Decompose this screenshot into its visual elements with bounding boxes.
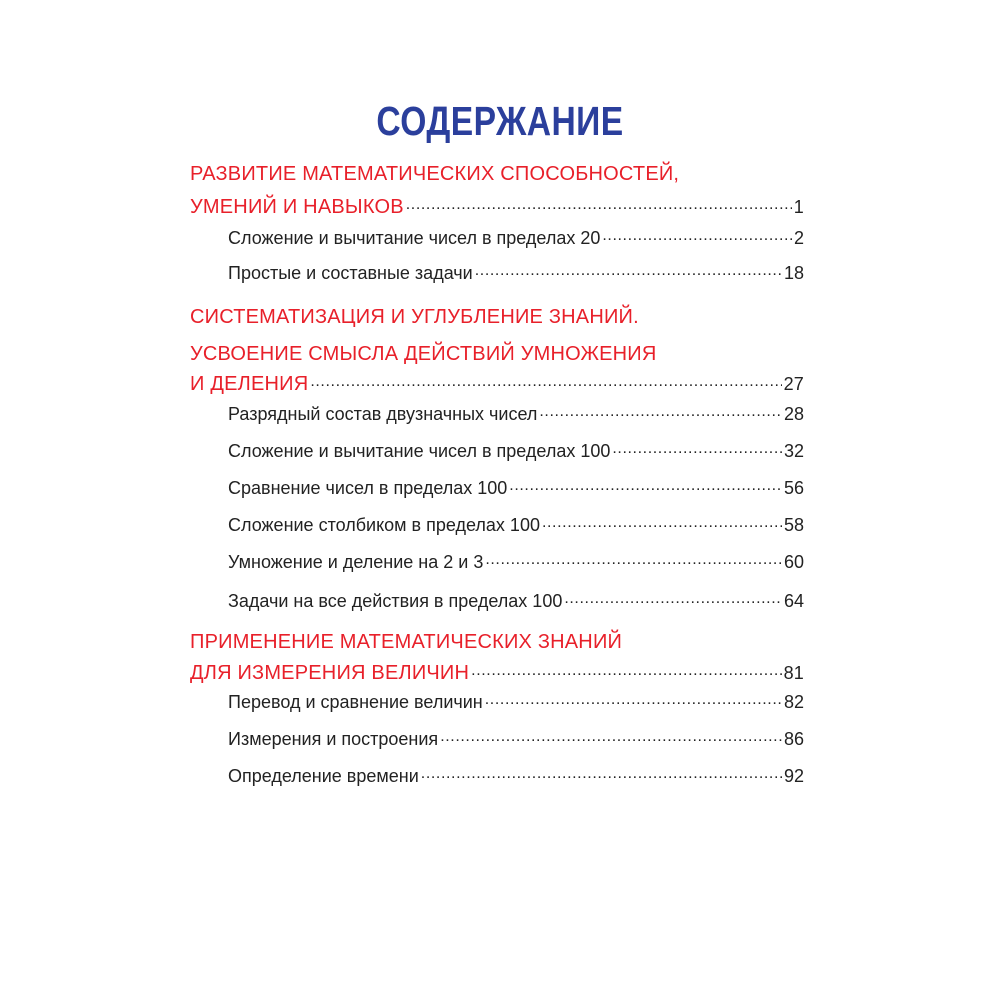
toc-entry-label: Умножение и деление на 2 и 3: [228, 552, 484, 572]
toc-entry[interactable]: [228, 589, 804, 612]
toc-entry[interactable]: [228, 727, 804, 750]
page-title: СОДЕРЖАНИЕ: [376, 98, 624, 144]
toc-entry[interactable]: [228, 439, 804, 462]
page-number: 32: [783, 441, 804, 461]
page-number: 64: [783, 591, 804, 611]
toc-entry-label: Задачи на все действия в пределах 100: [228, 591, 563, 611]
toc-entry-label: Перевод и сравнение величин: [228, 692, 483, 712]
page-number: 27: [783, 374, 804, 394]
toc-entry-label: Разрядный состав двузначных чисел: [228, 404, 538, 424]
toc-entry-label: Сложение и вычитание чисел в пределах 20: [228, 228, 601, 248]
page-number: 86: [783, 729, 804, 749]
section-heading-text: УМЕНИЙ И НАВЫКОВ: [190, 196, 404, 218]
dot-leader: [612, 442, 782, 460]
toc-entry[interactable]: [228, 513, 804, 536]
section-heading-text: ДЛЯ ИЗМЕРЕНИЯ ВЕЛИЧИН: [190, 662, 470, 684]
dot-leader: [564, 592, 782, 610]
page-number: 60: [783, 552, 804, 572]
toc-entry-label: Сложение столбиком в пределах 100: [228, 515, 540, 535]
toc-entry[interactable]: [228, 261, 804, 284]
section-heading-text: И ДЕЛЕНИЯ: [190, 373, 309, 395]
dot-leader: [602, 229, 792, 247]
page-number: 18: [783, 263, 804, 283]
page-number: 2: [793, 228, 804, 248]
section-heading-line: [190, 631, 804, 654]
toc-entry-section[interactable]: [190, 193, 804, 219]
section-heading-line: [190, 306, 804, 329]
dot-leader: [471, 662, 781, 682]
section-heading-text: ПРИМЕНЕНИЕ МАТЕМАТИЧЕСКИХ ЗНАНИЙ: [190, 631, 623, 653]
page-number: 82: [783, 692, 804, 712]
toc-entry[interactable]: [228, 226, 804, 249]
page-number: 58: [783, 515, 804, 535]
dot-leader: [485, 553, 782, 571]
page-number: 28: [783, 404, 804, 424]
page-number: 56: [783, 478, 804, 498]
section-heading-line: [190, 163, 804, 186]
toc-entry[interactable]: [228, 690, 804, 713]
page-number: 92: [783, 766, 804, 786]
dot-leader: [509, 479, 782, 497]
toc-entry-section[interactable]: [190, 370, 804, 396]
dot-leader: [539, 405, 782, 423]
dot-leader: [542, 516, 782, 534]
section-heading-text: СИСТЕМАТИЗАЦИЯ И УГЛУБЛЕНИЕ ЗНАНИЙ.: [190, 306, 639, 328]
toc-entry[interactable]: [228, 550, 804, 573]
page-number: 1: [793, 197, 804, 217]
toc-entry-label: Измерения и построения: [228, 729, 439, 749]
dot-leader: [440, 730, 782, 748]
toc-entry-section[interactable]: [190, 659, 804, 685]
page-number: 81: [783, 663, 804, 683]
toc-entry[interactable]: [228, 402, 804, 425]
toc-entry-label: Простые и составные задачи: [228, 263, 473, 283]
dot-leader: [485, 693, 782, 711]
toc-entry[interactable]: [228, 476, 804, 499]
dot-leader: [421, 767, 782, 785]
toc-entry[interactable]: [228, 764, 804, 787]
dot-leader: [475, 264, 782, 282]
section-heading-text: УСВОЕНИЕ СМЫСЛА ДЕЙСТВИЙ УМНОЖЕНИЯ: [190, 343, 657, 365]
dot-leader: [406, 196, 792, 216]
toc-entry-label: Определение времени: [228, 766, 419, 786]
dot-leader: [310, 373, 781, 393]
toc-entry-label: Сложение и вычитание чисел в пределах 100: [228, 441, 611, 461]
toc-entry-label: Сравнение чисел в пределах 100: [228, 478, 508, 498]
section-heading-text: РАЗВИТИЕ МАТЕМАТИЧЕСКИХ СПОСОБНОСТЕЙ,: [190, 163, 680, 185]
section-heading-line: [190, 343, 804, 366]
